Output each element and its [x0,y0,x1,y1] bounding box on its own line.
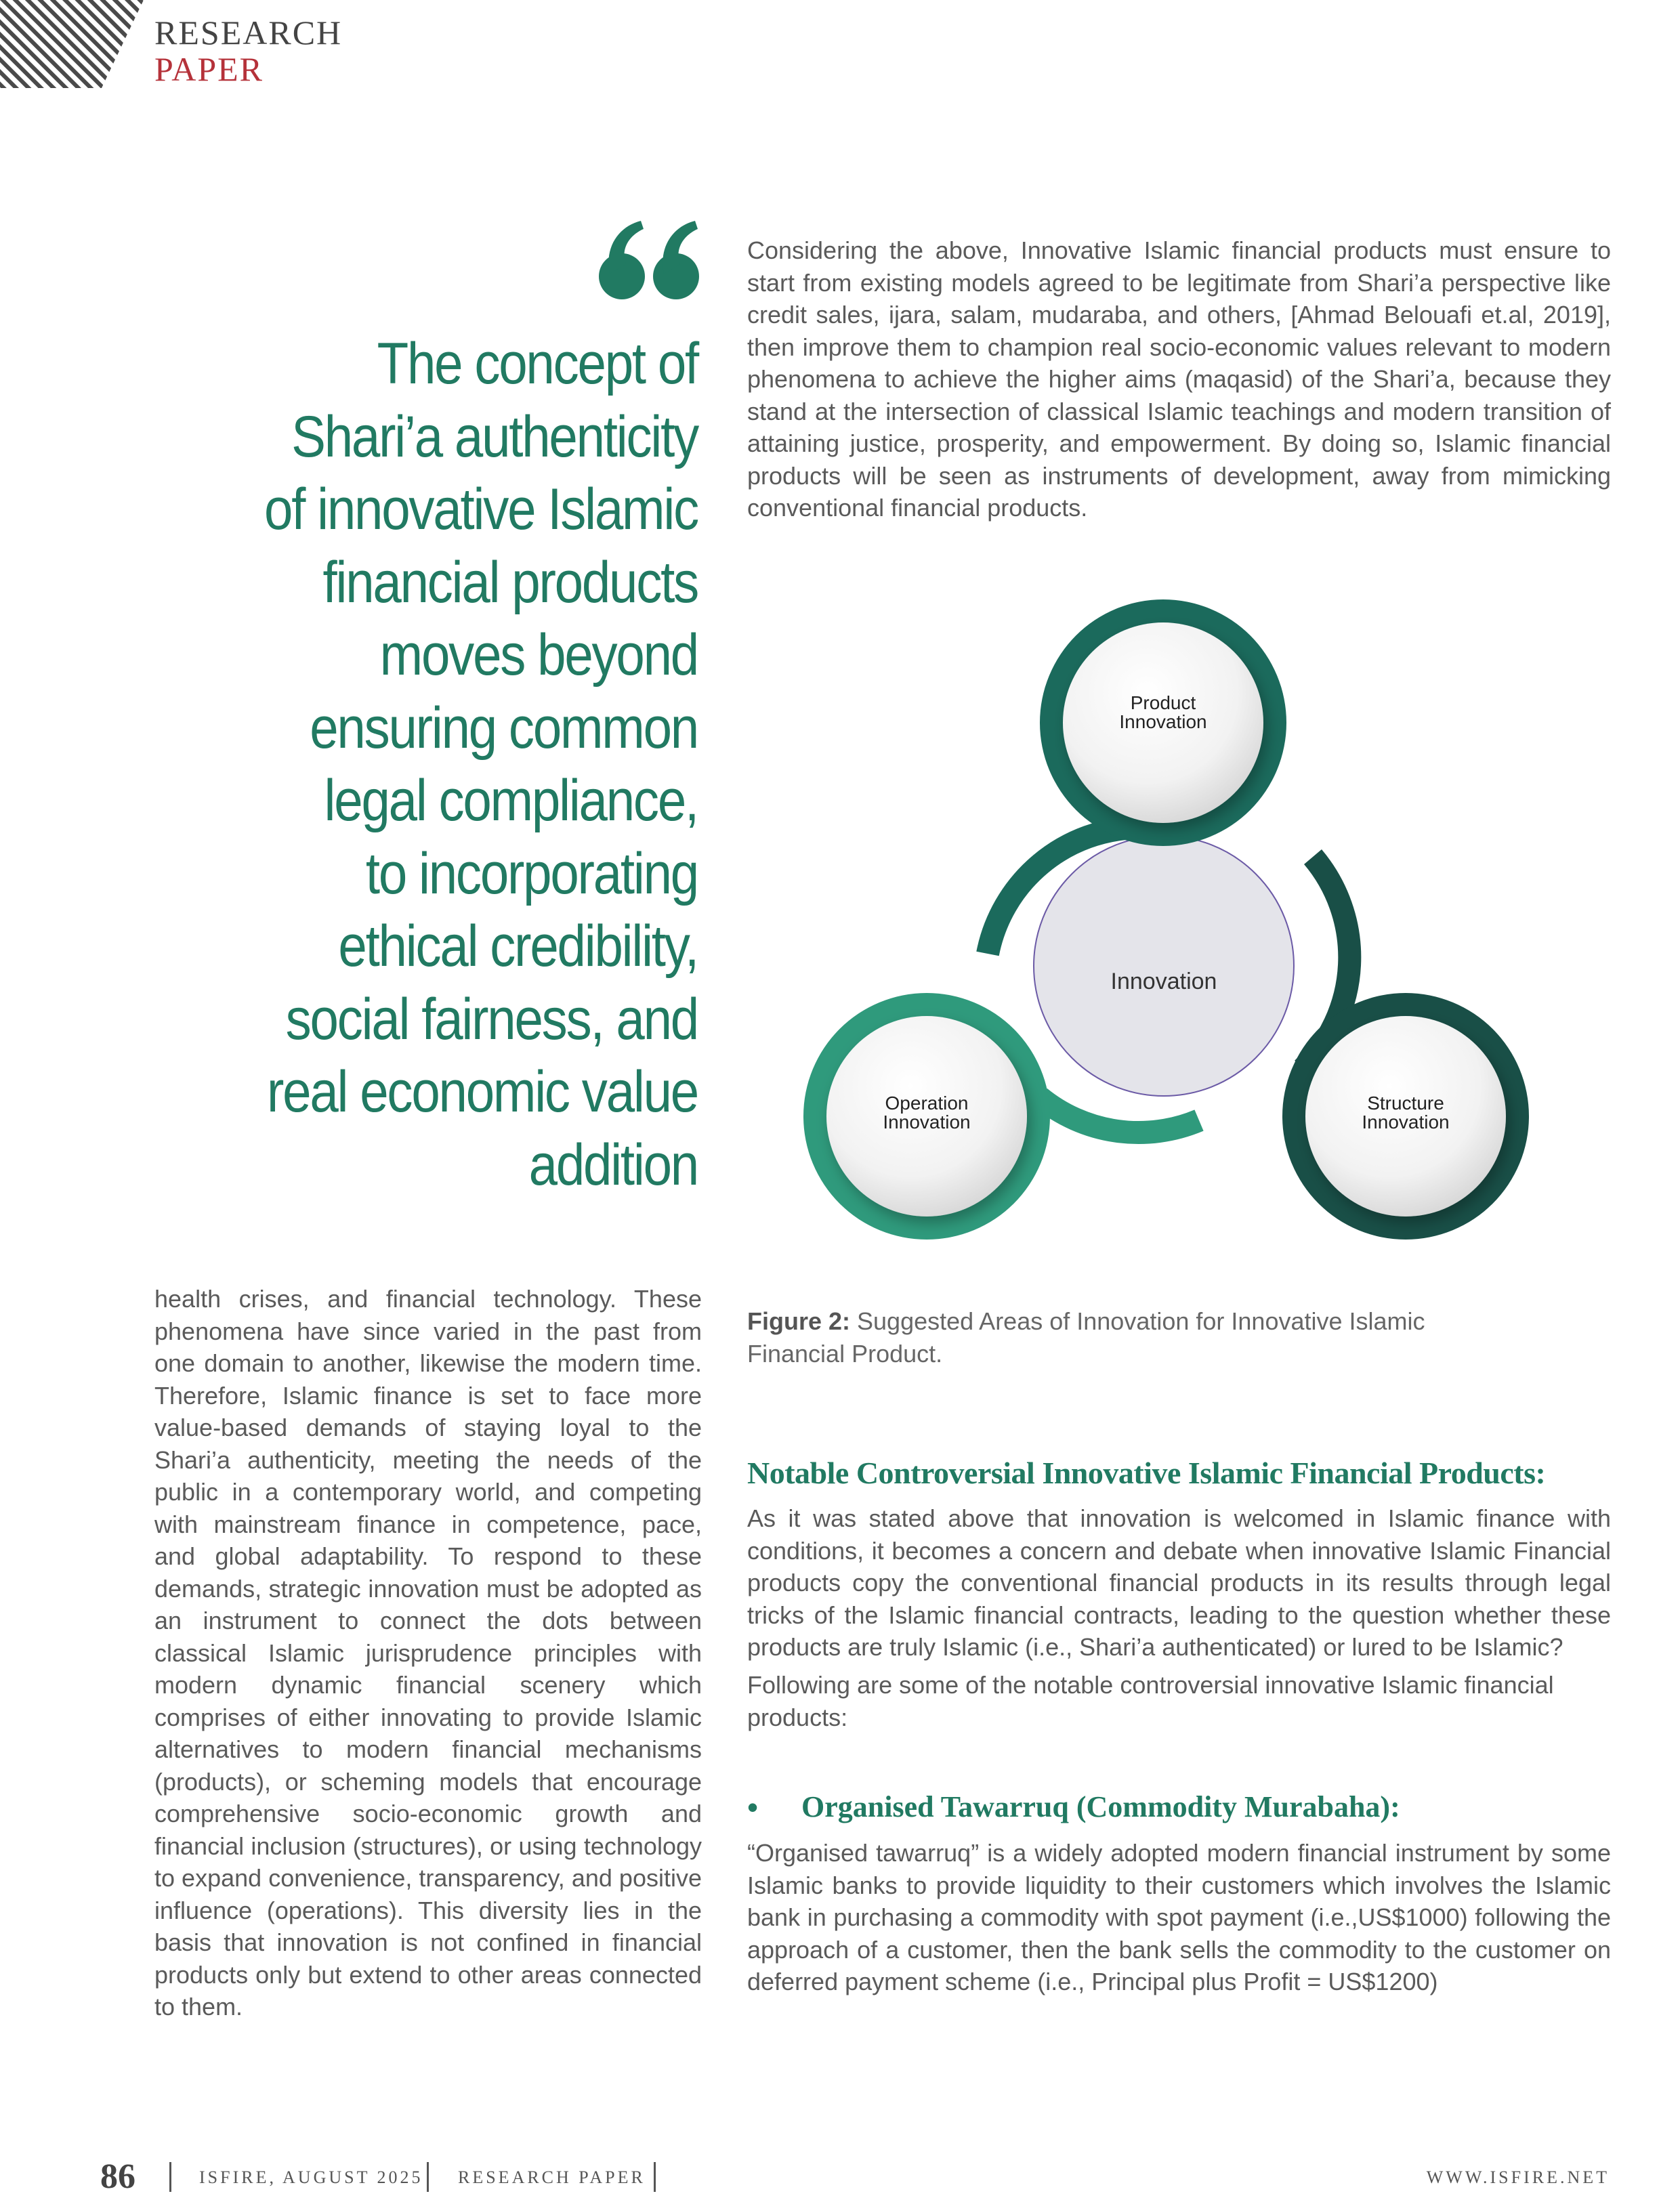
pull-quote-line: legal compliance, [324,768,698,833]
node-operation-line1: Operation [885,1093,969,1114]
header-research: RESEARCH [154,14,343,51]
footer-separator [169,2162,171,2192]
tawarruq-paragraph: “Organised tawarruq” is a widely adopted modern financial instrument by some Islamic banks to provide liquidity to their customers which involves the Islamic bank in purchasing a commodity with spot payment (i.e.,US$1000) following the approach of a customer, then the bank sells the commodity to the customer on deferred payment scheme (i.e., Principal plus Profit = US$1200) [747,1839,1611,1995]
node-operation-line2: Innovation [883,1112,971,1133]
header-hatch-decoration [0,0,144,88]
node-product-line1: Product [1130,692,1196,713]
pull-quote-line: moves beyond [379,622,698,688]
pull-quote-line: ethical credibility, [338,914,698,979]
footer-separator [654,2162,656,2192]
center-label: Innovation [1110,969,1217,994]
innovation-diagram [779,583,1612,1260]
node-structure-line1: Structure [1367,1093,1444,1114]
intro-paragraph: Considering the above, Innovative Islamic financial products must ensure to start from existing models agreed to be legitimate from Shari’a perspective like credit sales, ijara, salam, mudaraba, and others, [Ahmad Belouafi et.al, 2019], then improve them to champion real socio-economic values relevant to modern phenomena to achieve the higher aims (maqasid) of the Shari’a, because they stand at the intersection of classical Islamic teachings and modern transition of attaining justice, prosperity, and empowerment. By doing so, Islamic financial products will be seen as instruments of development, away from mimicking conventional financial products. [747,236,1611,522]
pull-quote-line: Shari’a authenticity [291,404,698,469]
footer-separator [427,2162,429,2192]
node-operation-innovation [803,993,1050,1240]
center-circle [1034,836,1294,1096]
bullet-icon: • [747,1790,759,1825]
pull-quote-line: addition [528,1132,698,1198]
pull-quote-line: The concept of [377,331,698,396]
pull-quote-line: financial products [322,549,698,615]
footer-website[interactable]: WWW.ISFIRE.NET [1426,2167,1610,2187]
pull-quote-line: ensuring common [310,695,698,761]
pull-quote-line: real economic value [266,1059,698,1124]
pull-quote-line: social fairness, and [285,986,698,1052]
left-column-paragraph: health crises, and financial technology. These phenomena have since varied in the past from one domain to another, likewise the modern time. Therefore, Islamic finance is set to face more value-based demands of staying loyal to the Shari’a authenticity, meeting the needs of the public in a contemporary world, and competing with mainstream finance in competence, pace, and global adaptability. To respond to these demands, strategic innovation must be adopted as an instrument to connect the dots between classical Islamic jurisprudence principles with modern dynamic financial scenery which comprises of either innovating to provide Islamic alternatives to modern financial mechanisms (products), or scheming models that encourage comprehensive socio-economic growth and financial inclusion (structures), or using technology to expand convenience, transparency, and positive influence (operations). This diversity lies in the basis that innovation is not confined in financial products only but extend to other areas connected to them. [154,1285,702,2021]
pull-quote [241,328,698,1202]
figure-caption-label: Figure 2: [747,1307,851,1335]
footer-publication: ISFIRE, AUGUST 2025 [199,2167,423,2187]
figure-caption [747,1305,1492,1370]
quote-mark-icon [596,217,705,305]
header-paper: PAPER [154,50,264,88]
pull-quote-line: to incorporating [365,841,698,906]
notable-paragraph-1: As it was stated above that innovation is welcomed in Islamic finance with conditions, it becomes a concern and debate when innovative Islamic Financial products copy the conventional financial products in its results through legal tricks of the Islamic financial contracts, leading to the question whether these products are truly Islamic (i.e., Shari’a authenticated) or lured to be Islamic? [747,1504,1611,1661]
node-product-line2: Innovation [1119,711,1207,732]
pull-quote-line: of innovative Islamic [264,477,698,542]
node-structure-line2: Innovation [1362,1112,1450,1133]
node-structure-innovation [1282,993,1529,1240]
footer-section: RESEARCH PAPER [458,2167,646,2187]
notable-paragraph-2: Following are some of the notable controversial innovative Islamic financial products: [747,1671,1554,1731]
node-product-innovation [1040,599,1286,846]
page-number: 86 [100,2157,135,2196]
figure-caption-text: Suggested Areas of Innovation for Innovative Islamic Financial Product. [747,1307,1425,1368]
tawarruq-heading: Organised Tawarruq (Commodity Murabaha): [801,1790,1400,1823]
section-heading: Notable Controversial Innovative Islamic Financial Products: [747,1456,1546,1490]
